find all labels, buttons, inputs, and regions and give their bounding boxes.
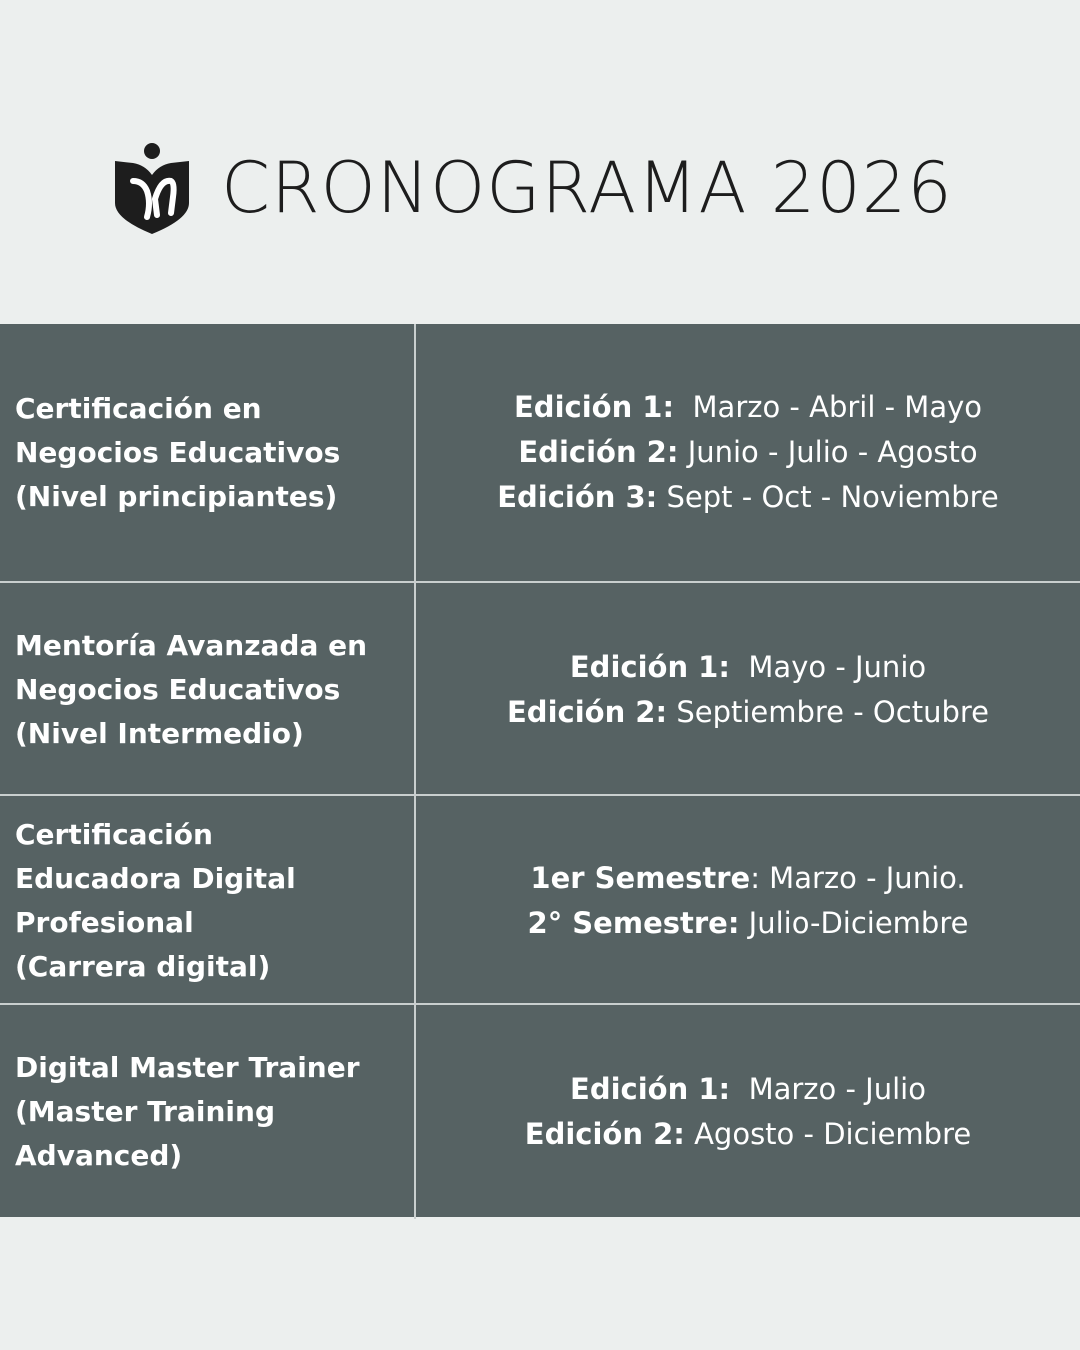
edition-line — [570, 1067, 926, 1112]
program-name-line: Certificación en — [15, 391, 262, 425]
schedule-table — [0, 324, 1080, 1217]
edition-label: Edición 1: — [570, 1072, 731, 1106]
program-name-line: Negocios Educativos — [15, 672, 341, 706]
program-dates — [416, 324, 1080, 581]
edition-line — [514, 385, 982, 430]
edition-label: Edición 1: — [514, 390, 675, 424]
edition-months: Sept - Oct - Noviembre — [666, 480, 999, 514]
edition-months: Septiembre - Octubre — [676, 694, 989, 729]
edition-label: Edición 3: — [497, 480, 658, 514]
shield-book-person-logo — [111, 141, 193, 235]
edition-line — [507, 690, 989, 735]
program-name — [0, 1005, 416, 1219]
program-dates — [416, 583, 1080, 796]
edition-label: 1er Semestre — [530, 860, 751, 895]
edition-line — [518, 430, 977, 475]
program-name — [0, 324, 416, 581]
program-name-line: Advanced) — [15, 1139, 183, 1172]
page-title: CRONOGRAMA 2026 — [221, 147, 953, 229]
program-dates — [416, 796, 1080, 1005]
edition-months: : Marzo - Junio. — [750, 860, 966, 895]
program-dates — [416, 1005, 1080, 1219]
edition-label: Edición 2: — [507, 694, 668, 729]
program-name-line: (Nivel principiantes) — [15, 479, 338, 513]
edition-line — [528, 901, 969, 946]
program-name-line: Profesional — [15, 905, 194, 939]
edition-label: 2° Semestre: — [527, 905, 740, 940]
edition-label: Edición 2: — [524, 1117, 685, 1151]
edition-months: Marzo - Julio — [748, 1072, 926, 1106]
program-name-line: Educadora Digital — [15, 861, 296, 895]
edition-months: Mayo - Junio — [748, 649, 927, 684]
header — [0, 138, 1080, 238]
edition-months: Julio-Diciembre — [748, 905, 969, 940]
program-name-line: Mentoría Avanzada en — [15, 628, 368, 662]
table-row — [0, 324, 1080, 581]
edition-months: Marzo - Abril - Mayo — [692, 390, 982, 424]
edition-months: Agosto - Diciembre — [694, 1117, 972, 1151]
edition-line — [497, 475, 999, 520]
edition-label: Edición 1: — [569, 649, 730, 684]
program-name-line: (Carrera digital) — [15, 949, 271, 983]
program-name-line: Certificación — [15, 817, 213, 851]
program-name-line: (Master Training — [15, 1095, 275, 1128]
program-name — [0, 583, 416, 796]
edition-line — [570, 645, 926, 690]
table-row — [0, 581, 1080, 796]
program-name-line: (Nivel Intermedio) — [15, 716, 304, 750]
program-name-line: Digital Master Trainer — [15, 1051, 360, 1084]
table-row — [0, 794, 1080, 1005]
edition-line — [530, 856, 965, 901]
table-row — [0, 1003, 1080, 1219]
program-name — [0, 796, 416, 1005]
edition-line — [525, 1112, 971, 1157]
program-name-line: Negocios Educativos — [15, 435, 341, 469]
edition-label: Edición 2: — [518, 435, 679, 469]
edition-months: Junio - Julio - Agosto — [687, 435, 978, 469]
